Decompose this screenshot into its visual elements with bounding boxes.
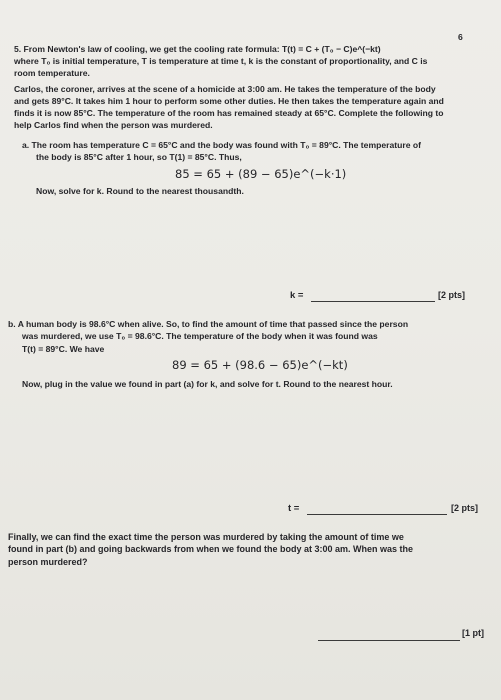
cooling-formula: T(t) = C + (T₀ − C)e^(−kt) <box>282 44 381 54</box>
final-question-line-1: Finally, we can find the exact time the person was murdered by taking the amount of time we <box>8 532 404 542</box>
t-answer-label: t = <box>288 503 300 514</box>
scenario-line-4: help Carlos find when the person was murdered. <box>14 120 213 130</box>
scenario-line-1: Carlos, the coroner, arrives at the scene of a homicide at 3:00 am. He takes the temperature of the body <box>14 84 436 94</box>
part-b-instruction: Now, plug in the value we found in part (a) for k, and solve for t. Round to the nearest hour. <box>22 379 393 389</box>
part-b-line-2: was murdered, we use T₀ = 98.6°C. The temperature of the body when it was found was <box>22 331 378 341</box>
t-answer-blank[interactable] <box>307 514 447 515</box>
part-a-line-1: a. The room has temperature C = 65°C and the body was found with T₀ = 89°C. The temperature of <box>22 140 421 150</box>
final-points: [1 pt] <box>462 628 484 638</box>
part-a-points: [2 pts] <box>438 290 465 300</box>
scenario-line-2: and gets 89°C. It takes him 1 hour to perform some other duties. He then takes the temperature again and <box>14 96 444 106</box>
question-5-definitions-cont: room temperature. <box>14 68 90 78</box>
page-number: 6 <box>458 32 463 42</box>
murder-time-answer-blank[interactable] <box>318 640 460 641</box>
part-b-line-1: b. A human body is 98.6°C when alive. So, to find the amount of time that passed since the person <box>8 319 409 329</box>
k-answer-label: k = <box>290 290 304 301</box>
part-a-equation: 85 = 65 + (89 − 65)e^(−k·1) <box>175 167 347 181</box>
question-5-definitions: where T₀ is initial temperature, T is temperature at time t, k is the constant of proportionality, and C is <box>14 56 428 66</box>
part-a-instruction: Now, solve for k. Round to the nearest thousandth. <box>36 186 244 196</box>
k-answer-blank[interactable] <box>311 301 435 302</box>
scenario-line-3: finds it is now 85°C. The temperature of the room has remained steady at 65°C. Complete the following to <box>14 108 444 118</box>
question-5-intro-text: 5. From Newton's law of cooling, we get the cooling rate formula: <box>14 44 282 54</box>
part-a-line-2: the body is 85°C after 1 hour, so T(1) = 85°C. Thus, <box>36 152 242 162</box>
question-5-intro <box>14 44 381 55</box>
part-b-equation: 89 = 65 + (98.6 − 65)e^(−kt) <box>172 358 348 372</box>
part-b-line-3: T(t) = 89°C. We have <box>22 344 105 354</box>
final-question-line-3: person murdered? <box>8 557 88 567</box>
part-b-points: [2 pts] <box>451 503 478 513</box>
final-question-line-2: found in part (b) and going backwards from when we found the body at 3:00 am. When was the <box>8 544 414 554</box>
